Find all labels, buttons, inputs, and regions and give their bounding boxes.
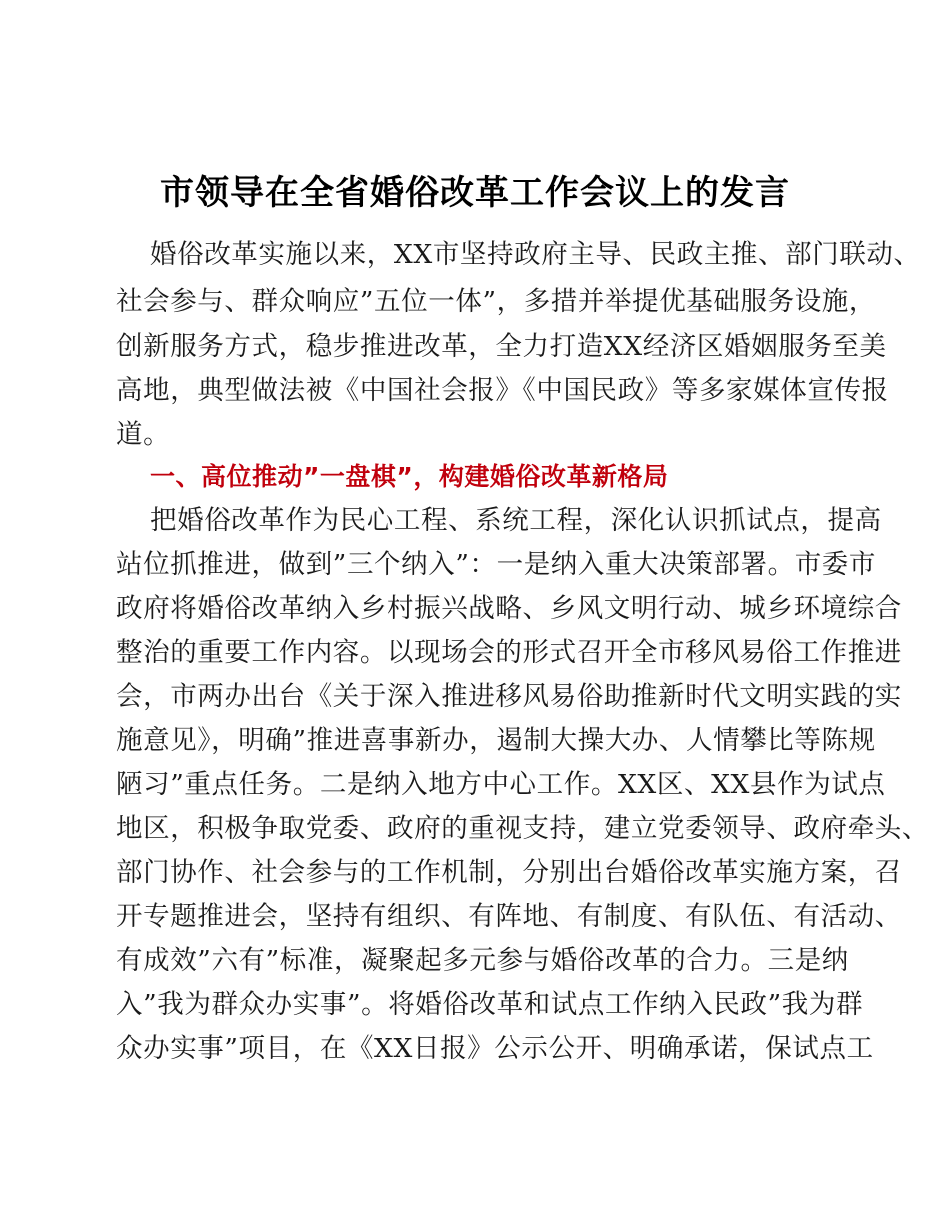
section-1-line: 把婚俗改革作为民心工程、系统工程，深化认识抓试点，提高 (150, 505, 882, 536)
section-1-line: 部门协作、社会参与的工作机制，分别出台婚俗改革实施方案，召 (116, 857, 902, 888)
section-1-line: 整治的重要工作内容。以现场会的形式召开全市移风易俗工作推进 (116, 637, 902, 668)
intro-line-4: 高地，典型做法被《中国社会报》《中国民政》等多家媒体宣传报 (116, 375, 889, 406)
section-1-line: 施意见》，明确”推进喜事新办，遏制大操大办、人情攀比等陈规 (116, 725, 876, 756)
intro-line-2: 社会参与、群众响应”五位一体”，多措并举提优基础服务设施， (116, 286, 876, 317)
document-title: 市领导在全省婚俗改革工作会议上的发言 (160, 173, 790, 213)
intro-line-1: 婚俗改革实施以来，XX市坚持政府主导、民政主推、部门联动、 (150, 239, 921, 270)
section-1-line: 陋习”重点任务。二是纳入地方中心工作。XX区、XX县作为试点 (116, 769, 886, 800)
section-1-line: 众办实事”项目，在《XX日报》公示公开、明确承诺，保试点工 (116, 1033, 874, 1064)
section-1-line: 会，市两办出台《关于深入推进移风易俗助推新时代文明实践的实 (116, 681, 902, 712)
intro-line-5: 道。 (116, 419, 171, 450)
section-1-line: 站位抓推进，做到”三个纳入”：一是纳入重大决策部署。市委市 (116, 549, 876, 580)
intro-line-3: 创新服务方式，稳步推进改革，全力打造XX经济区婚姻服务至美 (116, 331, 887, 362)
section-1-line: 有成效”六有”标准，凝聚起多元参与婚俗改革的合力。三是纳 (116, 945, 849, 976)
section-1-line: 地区，积极争取党委、政府的重视支持，建立党委领导、政府牵头、 (116, 813, 929, 844)
section-1-line: 政府将婚俗改革纳入乡村振兴战略、乡风文明行动、城乡环境综合 (116, 593, 902, 624)
section-1-line: 开专题推进会，坚持有组织、有阵地、有制度、有队伍、有活动、 (116, 901, 902, 932)
section-1-heading: 一、高位推动”一盘棋”，构建婚俗改革新格局 (150, 462, 669, 491)
section-1-line: 入”我为群众办实事”。将婚俗改革和试点工作纳入民政”我为群 (116, 989, 864, 1020)
